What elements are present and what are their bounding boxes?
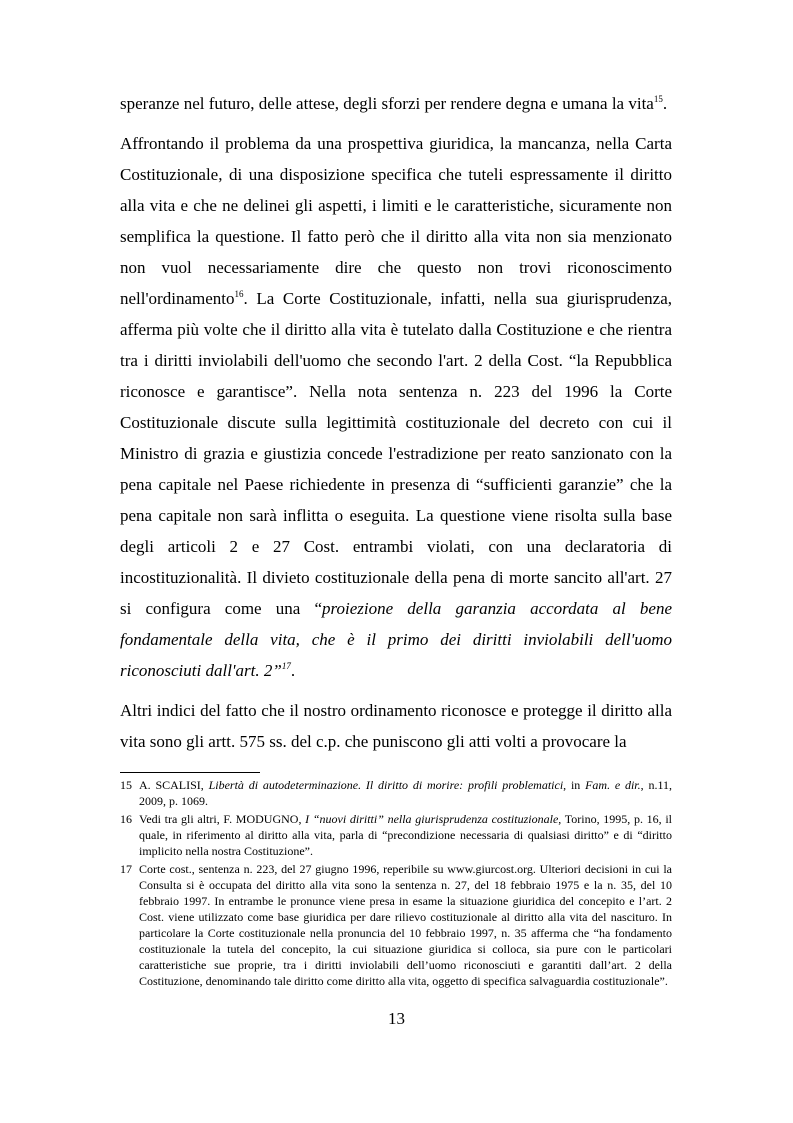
paragraph: Altri indici del fatto che il nostro ordinamento riconosce e protegge il diritto alla vita sono gli artt. 575 ss. del c.p. che puniscono gli atti volti a provocare la bbox=[120, 701, 672, 751]
footnote-number: 17 bbox=[120, 862, 132, 876]
paragraph: Affrontando il problema da una prospettiva giuridica, la mancanza, nella Carta Costituzionale, di una disposizione specifica che tuteli espressamente il diritto alla vita e che ne delinei gli aspetti, i limiti e le caratteristiche, sicuramente non semplifica la questione. Il fatto però che il diritto alla vita non sia menzionato non vuol necessariamente dire che questo non trovi riconoscimento nell'ordinamento$^{16}$. La Corte Costituzionale, infatti, nella sua giurisprudenza, afferma più volte che il diritto alla vita è tutelato dalla Costituzione e che rientra tra i diritti inviolabili dell'uomo che secondo l'art. 2 della Cost. “la Repubblica riconosce e garantisce”. Nella nota sentenza n. 223 del 1996 la Corte Costituzionale discute sulla legittimità costituzionale del decreto con cui il Ministro di grazia e giustizia concede l'estradizione per reato sanzionato con la pena capitale nel Paese richiedente in presenza di “sufficienti garanzie” che la pena capitale non sarà inflitta o eseguita. La questione viene risolta sulla base degli articoli 2 e 27 Cost. entrambi violati, con una declaratoria di incostituzionalità. Il divieto costituzionale della pena di morte sancito all'art. 27 si configura come una “proiezione della garanzia accordata al bene fondamentale della vita, che è il primo dei diritti inviolabili dell'uomo riconosciuti dall'art. 2”$^{17}$. bbox=[120, 134, 672, 680]
footnote-number: 16 bbox=[120, 812, 132, 826]
footnote: 15 A. SCALISI, Libertà di autodeterminazione. Il diritto di morire: profili problematici, in Fam. e dir., n.11, 2009, p. 1069. bbox=[120, 778, 672, 808]
footnote-ref: 17 bbox=[281, 661, 291, 671]
footnote-separator bbox=[120, 772, 260, 773]
footnote-number: 15 bbox=[120, 778, 132, 792]
document-page bbox=[120, 88, 672, 757]
footnote: 17 Corte cost., sentenza n. 223, del 27 giugno 1996, reperibile su www.giurcost.org. Ulteriori decisioni in cui la Consulta si è occupata del diritto alla vita sono la sentenza n. 27, del 18 febbraio 1975 e la n. 35, del 10 febbraio 1997. In entrambe le pronunce viene presa in esame la situazione giuridica del concepito e l’art. 2 Cost. viene utilizzato come base giuridica per dare rilievo costituzionale al diritto alla vita del nascituro. In particolare la Corte costituzionale nella pronuncia del 10 febbraio 1997, n. 35 afferma che “ha fondamento costituzionale la tutela del concepito, la cui situazione giuridica si colloca, sia pure con le particolari caratteristiche sue proprie, tra i diritti inviolabili dell’uomo riconosciuti e garantiti dall’art. 2 della Costituzione, denominando tale diritto come diritto alla vita, oggetto di specifica salvaguardia costituzionale”. bbox=[120, 862, 672, 988]
footnote-ref: 16 bbox=[234, 289, 244, 299]
footnote: 16 Vedi tra gli altri, F. MODUGNO, I “nuovi diritti” nella giurisprudenza costituzionale, Torino, 1995, p. 16, il quale, in riferimento al diritto alla vita, parla di “precondizione necessaria di qualsiasi diritto” e di “diritto implicito nella nostra Costituzione”. bbox=[120, 812, 672, 858]
paragraph: speranze nel futuro, delle attese, degli sforzi per rendere degna e umana la vita$^{15}$. bbox=[120, 94, 668, 113]
footnote-ref: 15 bbox=[653, 94, 663, 104]
page-number: 13 bbox=[388, 1009, 405, 1028]
body-text bbox=[120, 88, 672, 757]
quotation: proiezione della garanzia accordata al bene fondamentale della vita, che è il primo dei diritti inviolabili dell'uomo riconosciuti dall'art. 2” bbox=[120, 599, 672, 680]
footnotes bbox=[120, 777, 672, 991]
